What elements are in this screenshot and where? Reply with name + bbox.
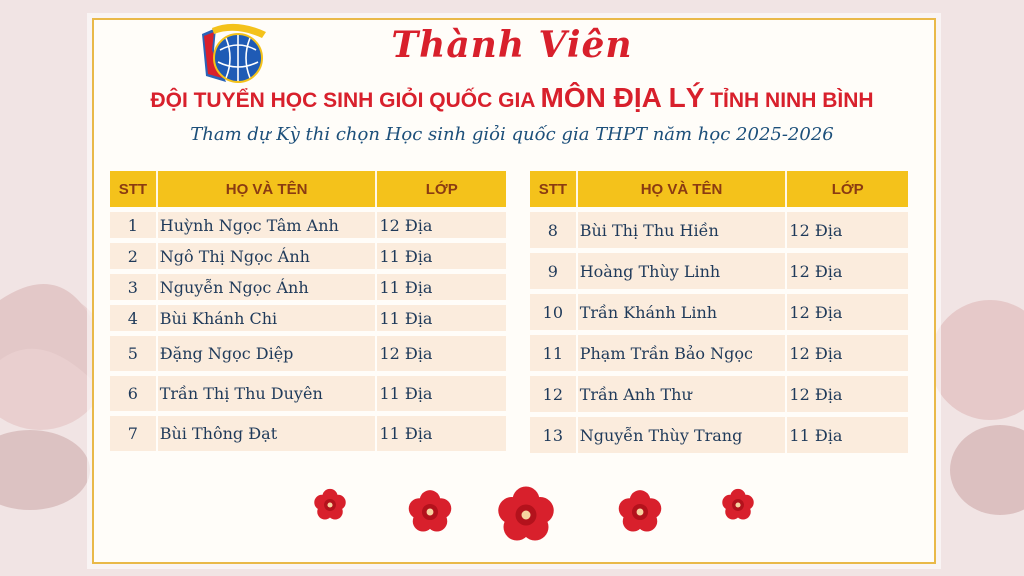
member-table-left: [110, 166, 506, 456]
row-class: 11 Địa: [377, 274, 506, 300]
row-name: Trần Khánh Linh: [578, 294, 788, 330]
member-table-right: [530, 166, 908, 458]
row-stt: 2: [110, 243, 158, 269]
row-class: 12 Địa: [787, 212, 908, 248]
flower-decoration: [0, 470, 1024, 560]
table-header-row: [110, 171, 506, 207]
row-stt: 7: [110, 416, 158, 451]
row-class: 11 Địa: [377, 243, 506, 269]
header-stt: STT: [110, 171, 158, 207]
row-stt: 6: [110, 376, 158, 411]
subtitle-prefix: ĐỘI TUYỂN HỌC SINH GIỎI QUỐC GIA: [150, 89, 541, 112]
row-name: Bùi Khánh Chi: [158, 305, 378, 331]
tagline: Tham dự Kỳ thi chọn Học sinh giỏi quốc gia THPT năm học 2025-2026: [190, 124, 834, 145]
subtitle-suffix: TỈNH NINH BÌNH: [704, 89, 874, 112]
row-class: 12 Địa: [377, 212, 506, 238]
red-flower-icon: [722, 489, 753, 520]
row-stt: 8: [530, 212, 578, 248]
row-stt: 9: [530, 253, 578, 289]
row-class: 12 Địa: [787, 294, 908, 330]
table-row: [110, 416, 506, 451]
row-class: 11 Địa: [377, 416, 506, 451]
row-class: 12 Địa: [377, 336, 506, 371]
red-flower-icon: [409, 490, 452, 531]
row-stt: 11: [530, 335, 578, 371]
row-name: Nguyễn Thùy Trang: [578, 417, 788, 453]
table-row: [110, 274, 506, 300]
row-name: Phạm Trần Bảo Ngọc: [578, 335, 788, 371]
subtitle-emphasis: MÔN ĐỊA LÝ: [540, 82, 705, 113]
row-stt: 4: [110, 305, 158, 331]
row-class: 11 Địa: [787, 417, 908, 453]
row-name: Trần Thị Thu Duyên: [158, 376, 378, 411]
row-stt: 5: [110, 336, 158, 371]
red-flower-icon: [314, 489, 345, 520]
table-row: [110, 212, 506, 238]
row-class: 11 Địa: [377, 305, 506, 331]
red-flower-icon: [498, 487, 554, 541]
table-row: [110, 336, 506, 371]
row-stt: 10: [530, 294, 578, 330]
row-name: Bùi Thông Đạt: [158, 416, 378, 451]
table-row: [110, 305, 506, 331]
row-stt: 3: [110, 274, 158, 300]
row-stt: 12: [530, 376, 578, 412]
table-row: [530, 417, 908, 453]
row-class: 11 Địa: [377, 376, 506, 411]
row-name: Ngô Thị Ngọc Ánh: [158, 243, 378, 269]
header-stt: STT: [530, 171, 578, 207]
row-class: 12 Địa: [787, 253, 908, 289]
row-name: Hoàng Thùy Linh: [578, 253, 788, 289]
table-row: [530, 212, 908, 248]
table-row: [110, 243, 506, 269]
row-name: Bùi Thị Thu Hiền: [578, 212, 788, 248]
row-class: 12 Địa: [787, 376, 908, 412]
row-name: Trần Anh Thư: [578, 376, 788, 412]
table-row: [530, 335, 908, 371]
table-row: [530, 253, 908, 289]
row-class: 12 Địa: [787, 335, 908, 371]
row-name: Huỳnh Ngọc Tâm Anh: [158, 212, 378, 238]
row-stt: 1: [110, 212, 158, 238]
row-name: Nguyễn Ngọc Ánh: [158, 274, 378, 300]
table-row: [530, 294, 908, 330]
header-name: HỌ VÀ TÊN: [578, 171, 788, 207]
row-name: Đặng Ngọc Diệp: [158, 336, 378, 371]
header-class: LỚP: [787, 171, 908, 207]
table-row: [530, 376, 908, 412]
row-stt: 13: [530, 417, 578, 453]
table-header-row: [530, 171, 908, 207]
header-name: HỌ VÀ TÊN: [158, 171, 378, 207]
red-flower-icon: [619, 490, 662, 531]
title-script: Thành Viên: [391, 24, 633, 66]
header-class: LỚP: [377, 171, 506, 207]
subtitle: [0, 82, 1024, 114]
table-row: [110, 376, 506, 411]
